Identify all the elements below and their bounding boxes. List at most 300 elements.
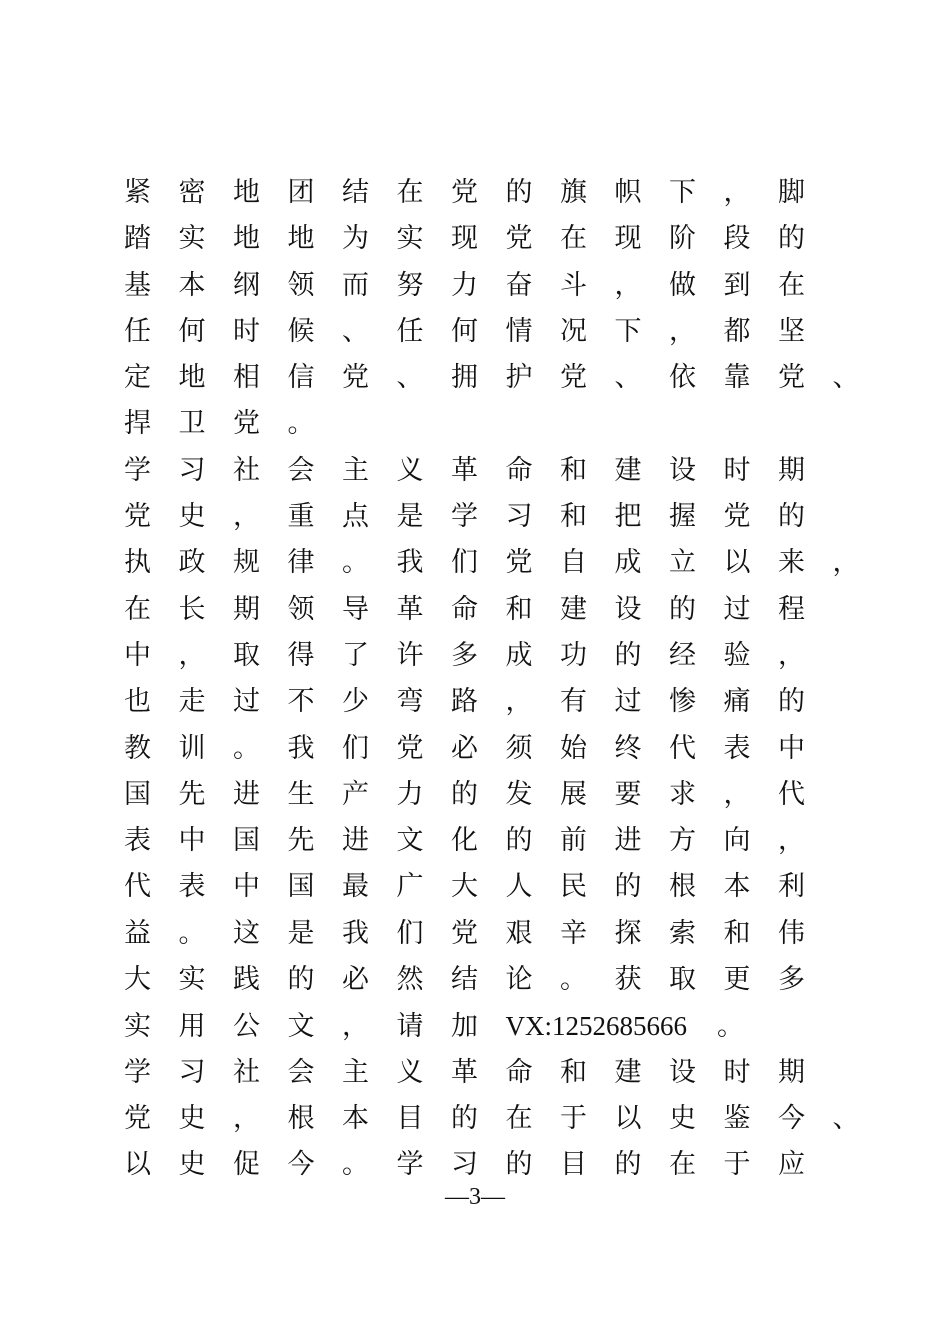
text-glyph: 表	[178, 871, 206, 903]
text-glyph: 更	[723, 964, 751, 996]
text-glyph: 过	[723, 593, 751, 625]
text-glyph: 在	[560, 223, 587, 255]
text-glyph: 代	[669, 732, 696, 764]
text-glyph: 最	[342, 871, 369, 903]
text-glyph: 本	[342, 1102, 369, 1134]
text-glyph: 始	[560, 732, 587, 764]
text-glyph: 必	[451, 732, 478, 764]
text-glyph: 律	[287, 547, 315, 579]
text-glyph: 立	[669, 547, 696, 579]
text-glyph: 。	[287, 408, 315, 440]
text-glyph: 公	[233, 1011, 260, 1043]
text-glyph: ，	[723, 177, 751, 208]
text-glyph: 、	[832, 362, 860, 394]
text-glyph: ，	[832, 547, 860, 579]
text-glyph: 求	[669, 778, 696, 810]
text-glyph: 护	[505, 362, 533, 394]
text-glyph: 了	[342, 639, 369, 671]
text-glyph: 成	[505, 639, 533, 671]
text-glyph: 于	[723, 1149, 751, 1181]
text-glyph: 要	[614, 778, 642, 810]
text-glyph: 的	[614, 871, 642, 903]
text-glyph: 的	[505, 825, 533, 857]
text-line	[124, 309, 844, 355]
text-glyph: 史	[178, 1102, 206, 1134]
text-glyph: 今	[287, 1149, 315, 1181]
text-glyph: 鉴	[723, 1102, 751, 1134]
text-glyph: 信	[287, 362, 315, 394]
text-glyph: 过	[614, 686, 642, 718]
text-glyph: 导	[342, 593, 369, 625]
text-glyph: 下	[669, 177, 696, 208]
text-glyph: 何	[451, 315, 478, 347]
text-glyph: 领	[287, 269, 315, 301]
text-glyph: 任	[124, 315, 151, 347]
text-glyph: 我	[396, 547, 424, 579]
text-glyph: 训	[178, 732, 206, 764]
text-glyph: 和	[560, 454, 587, 486]
text-glyph: 以	[614, 1102, 642, 1134]
text-glyph: 到	[723, 269, 751, 301]
text-glyph: 实	[396, 223, 424, 255]
text-glyph: 终	[614, 732, 642, 764]
text-glyph: ，	[342, 1011, 369, 1043]
text-glyph: 的	[451, 1102, 478, 1134]
text-glyph: 期	[233, 593, 260, 625]
text-glyph: 进	[614, 825, 642, 857]
text-glyph: 党	[451, 917, 478, 949]
text-glyph: 卫	[178, 408, 206, 440]
text-glyph: 的	[778, 686, 805, 718]
text-glyph: 力	[396, 778, 424, 810]
text-glyph: 和	[505, 593, 533, 625]
text-line	[124, 726, 844, 772]
text-glyph: 都	[723, 315, 751, 347]
text-glyph: 设	[669, 1056, 696, 1088]
text-glyph: 于	[560, 1102, 587, 1134]
text-glyph: 产	[342, 778, 369, 810]
text-line	[124, 633, 844, 679]
text-glyph: 痛	[723, 686, 751, 718]
body-text	[124, 170, 860, 1189]
text-glyph: 把	[614, 501, 642, 533]
text-glyph: 主	[342, 1056, 369, 1088]
text-glyph: 的	[669, 593, 696, 625]
text-glyph: 表	[124, 825, 151, 857]
text-glyph: ，	[778, 825, 805, 857]
text-glyph: 史	[178, 501, 206, 533]
text-glyph: 我	[287, 732, 315, 764]
text-glyph: 党	[124, 501, 151, 533]
text-glyph: 自	[560, 547, 587, 579]
text-glyph: 惨	[669, 686, 696, 718]
text-glyph: 的	[778, 501, 805, 533]
text-glyph: 们	[451, 547, 478, 579]
text-glyph: 。	[717, 1011, 744, 1043]
text-glyph: 许	[396, 639, 424, 671]
text-glyph: 根	[287, 1102, 315, 1134]
text-glyph: 史	[669, 1102, 696, 1134]
text-glyph: 建	[614, 1056, 642, 1088]
text-glyph: 候	[287, 315, 315, 347]
text-glyph: 和	[560, 1056, 587, 1088]
text-glyph: 须	[505, 732, 533, 764]
text-glyph: 旗	[560, 177, 587, 208]
text-glyph: 益	[124, 917, 151, 949]
text-line	[124, 587, 844, 633]
text-glyph: 革	[451, 454, 478, 486]
text-glyph: 何	[178, 315, 206, 347]
text-glyph: 文	[287, 1011, 315, 1043]
text-glyph: 社	[233, 454, 260, 486]
text-glyph: 的	[505, 177, 533, 208]
text-line	[124, 957, 844, 1003]
text-glyph: 实	[124, 1011, 151, 1043]
text-line	[124, 170, 844, 216]
text-glyph: 们	[342, 732, 369, 764]
text-glyph: 地	[178, 362, 206, 394]
text-glyph: 学	[396, 1149, 424, 1181]
text-glyph: 紧	[124, 177, 151, 208]
text-glyph: 结	[451, 964, 478, 996]
text-glyph: 习	[451, 1149, 478, 1181]
text-glyph: 走	[178, 686, 206, 718]
text-line	[124, 355, 860, 401]
text-glyph: 在	[505, 1102, 533, 1134]
text-glyph: 代	[778, 778, 805, 810]
text-glyph: 生	[287, 778, 315, 810]
text-glyph: 习	[178, 454, 206, 486]
text-glyph: 论	[505, 964, 533, 996]
text-glyph: 斗	[560, 269, 587, 301]
text-glyph: 和	[560, 501, 587, 533]
text-glyph: 们	[396, 917, 424, 949]
text-glyph: 人	[505, 871, 533, 903]
text-glyph: 而	[342, 269, 369, 301]
text-glyph: 民	[560, 871, 587, 903]
text-glyph: 地	[287, 223, 315, 255]
text-glyph: 命	[505, 454, 533, 486]
text-glyph: 展	[560, 778, 587, 810]
text-line	[124, 448, 844, 494]
text-glyph: ，	[233, 1102, 260, 1134]
text-glyph: 会	[287, 454, 315, 486]
text-line	[124, 911, 844, 957]
text-glyph: 根	[669, 871, 696, 903]
text-glyph: 的	[505, 1149, 533, 1181]
text-glyph: 密	[178, 177, 206, 208]
text-glyph: 踏	[124, 223, 151, 255]
text-glyph: 、	[342, 315, 369, 347]
text-glyph: ，	[723, 778, 751, 810]
text-glyph: 点	[342, 501, 369, 533]
text-line	[124, 540, 860, 586]
text-glyph: 为	[342, 223, 369, 255]
text-glyph: 依	[669, 362, 696, 394]
text-glyph: 代	[124, 871, 151, 903]
text-glyph: 拥	[451, 362, 478, 394]
text-glyph: 来	[778, 547, 805, 579]
text-glyph: 、	[396, 362, 424, 394]
text-line	[124, 1096, 860, 1142]
text-glyph: 党	[451, 177, 478, 208]
text-glyph: 国	[233, 825, 260, 857]
text-glyph: 脚	[778, 177, 805, 208]
text-glyph: 义	[396, 1056, 424, 1088]
text-glyph: 伟	[778, 917, 805, 949]
text-glyph: VX:1252685666	[505, 1011, 687, 1042]
text-glyph: 多	[778, 964, 805, 996]
text-line	[124, 401, 844, 447]
text-glyph: 段	[723, 223, 751, 255]
text-glyph: 地	[233, 223, 260, 255]
text-glyph: 在	[669, 1149, 696, 1181]
text-glyph: 握	[669, 501, 696, 533]
text-glyph: 然	[396, 964, 424, 996]
text-glyph: 义	[396, 454, 424, 486]
text-glyph: 今	[778, 1102, 805, 1134]
text-glyph: 学	[124, 454, 151, 486]
text-glyph: 弯	[396, 686, 424, 718]
text-glyph: 定	[124, 362, 151, 394]
text-glyph: 党	[505, 223, 533, 255]
text-glyph: 本	[723, 871, 751, 903]
text-glyph: 中	[178, 825, 206, 857]
text-glyph: 革	[396, 593, 424, 625]
text-glyph: 中	[124, 639, 151, 671]
text-line	[124, 1142, 844, 1188]
text-glyph: 在	[396, 177, 424, 208]
text-glyph: 进	[342, 825, 369, 857]
text-glyph: 必	[342, 964, 369, 996]
text-glyph: ，	[778, 639, 805, 671]
text-glyph: 学	[124, 1056, 151, 1088]
text-glyph: 向	[723, 825, 751, 857]
text-glyph: 文	[396, 825, 424, 857]
text-glyph: 不	[287, 686, 315, 718]
text-glyph: 命	[451, 593, 478, 625]
text-glyph: 利	[778, 871, 805, 903]
text-glyph: 。	[178, 917, 206, 949]
text-glyph: 教	[124, 732, 151, 764]
text-glyph: 促	[233, 1149, 260, 1181]
text-glyph: 、	[614, 362, 642, 394]
text-glyph: 结	[342, 177, 369, 208]
text-glyph: 、	[832, 1102, 860, 1134]
text-glyph: 化	[451, 825, 478, 857]
text-glyph: 设	[669, 454, 696, 486]
text-glyph: 学	[451, 501, 478, 533]
text-glyph: 党	[778, 362, 805, 394]
text-glyph: 党	[124, 1102, 151, 1134]
text-glyph: 党	[505, 547, 533, 579]
text-glyph: 大	[124, 964, 151, 996]
text-glyph: 实	[178, 223, 206, 255]
text-glyph: 是	[396, 501, 424, 533]
text-glyph: 以	[124, 1149, 151, 1181]
text-glyph: ，	[614, 269, 642, 301]
text-glyph: 地	[233, 177, 260, 208]
text-line	[124, 679, 844, 725]
text-glyph: 执	[124, 547, 151, 579]
text-glyph: 的	[778, 223, 805, 255]
text-glyph: 取	[233, 639, 260, 671]
text-glyph: 艰	[505, 917, 533, 949]
text-glyph: 这	[233, 917, 260, 949]
text-glyph: 的	[614, 639, 642, 671]
text-glyph: 进	[233, 778, 260, 810]
text-glyph: 建	[614, 454, 642, 486]
text-glyph: 时	[233, 315, 260, 347]
text-glyph: 时	[723, 1056, 751, 1088]
text-glyph: 党	[560, 362, 587, 394]
text-glyph: 政	[178, 547, 206, 579]
text-glyph: 帜	[614, 177, 642, 208]
text-line	[124, 772, 844, 818]
text-glyph: 少	[342, 686, 369, 718]
text-glyph: 目	[396, 1102, 424, 1134]
text-glyph: 取	[669, 964, 696, 996]
text-glyph: 国	[124, 778, 151, 810]
text-glyph: 坚	[778, 315, 805, 347]
text-glyph: 情	[505, 315, 533, 347]
text-glyph: 成	[614, 547, 642, 579]
text-glyph: 获	[614, 964, 642, 996]
text-glyph: 请	[396, 1011, 424, 1043]
text-glyph: 设	[614, 593, 642, 625]
text-glyph: 索	[669, 917, 696, 949]
text-glyph: 过	[233, 686, 260, 718]
text-glyph: 发	[505, 778, 533, 810]
text-glyph: 基	[124, 269, 151, 301]
text-glyph: 的	[287, 964, 315, 996]
text-glyph: 史	[178, 1149, 206, 1181]
text-glyph: 党	[396, 732, 424, 764]
text-glyph: 的	[614, 1149, 642, 1181]
text-line	[124, 263, 844, 309]
text-glyph: 现	[451, 223, 478, 255]
text-glyph: 现	[614, 223, 642, 255]
text-glyph: 党	[233, 408, 260, 440]
text-glyph: 践	[233, 964, 260, 996]
text-glyph: 目	[560, 1149, 587, 1181]
text-glyph: 主	[342, 454, 369, 486]
text-line	[124, 494, 844, 540]
text-glyph: 在	[124, 593, 151, 625]
text-glyph: 长	[178, 593, 206, 625]
text-glyph: 规	[233, 547, 260, 579]
text-glyph: 表	[723, 732, 751, 764]
text-glyph: 验	[723, 639, 751, 671]
text-line	[124, 818, 844, 864]
text-glyph: 程	[778, 593, 805, 625]
text-glyph: 会	[287, 1056, 315, 1088]
text-glyph: 也	[124, 686, 151, 718]
text-glyph: 国	[287, 871, 315, 903]
text-glyph: 况	[560, 315, 587, 347]
text-glyph: 前	[560, 825, 587, 857]
text-glyph: 革	[451, 1056, 478, 1088]
page-number: —3—	[445, 1184, 505, 1210]
text-line	[124, 864, 844, 910]
text-glyph: 相	[233, 362, 260, 394]
text-glyph: 做	[669, 269, 696, 301]
text-glyph: 时	[723, 454, 751, 486]
text-glyph: 中	[233, 871, 260, 903]
text-glyph: 先	[178, 778, 206, 810]
text-glyph: 方	[669, 825, 696, 857]
text-line	[124, 216, 844, 262]
text-glyph: 期	[778, 454, 805, 486]
text-glyph: 和	[723, 917, 751, 949]
text-glyph: 。	[342, 1149, 369, 1181]
text-glyph: 命	[505, 1056, 533, 1088]
text-glyph: 任	[396, 315, 424, 347]
text-glyph: 多	[451, 639, 478, 671]
text-glyph: 习	[178, 1056, 206, 1088]
text-glyph: 期	[778, 1056, 805, 1088]
text-glyph: 纲	[233, 269, 260, 301]
text-glyph: 靠	[723, 362, 751, 394]
text-glyph: 阶	[669, 223, 696, 255]
text-glyph: 先	[287, 825, 315, 857]
text-line	[124, 1003, 844, 1049]
text-glyph: 经	[669, 639, 696, 671]
text-glyph: 加	[451, 1011, 478, 1043]
text-glyph: 本	[178, 269, 206, 301]
text-glyph: 实	[178, 964, 206, 996]
text-glyph: 功	[560, 639, 587, 671]
text-glyph: 应	[778, 1149, 805, 1181]
text-glyph: 建	[560, 593, 587, 625]
text-glyph: 力	[451, 269, 478, 301]
text-glyph: 得	[287, 639, 315, 671]
text-glyph: 习	[505, 501, 533, 533]
text-glyph: 的	[451, 778, 478, 810]
text-glyph: 中	[778, 732, 805, 764]
text-glyph: 路	[451, 686, 478, 718]
text-glyph: 以	[723, 547, 751, 579]
text-glyph: 努	[396, 269, 424, 301]
text-glyph: 奋	[505, 269, 533, 301]
text-glyph: 辛	[560, 917, 587, 949]
text-glyph: 。	[233, 732, 260, 764]
text-glyph: 广	[396, 871, 424, 903]
text-glyph: 有	[560, 686, 587, 718]
text-glyph: 下	[614, 315, 642, 347]
text-line	[124, 1050, 844, 1096]
text-glyph: ，	[233, 501, 260, 533]
text-glyph: 大	[451, 871, 478, 903]
text-glyph: 探	[614, 917, 642, 949]
text-glyph: 领	[287, 593, 315, 625]
text-glyph: 党	[342, 362, 369, 394]
text-glyph: 。	[342, 547, 369, 579]
text-glyph: 我	[342, 917, 369, 949]
text-glyph: 团	[287, 177, 315, 208]
text-glyph: 是	[287, 917, 315, 949]
text-glyph: ，	[505, 686, 533, 718]
text-glyph: 社	[233, 1056, 260, 1088]
text-glyph: 在	[778, 269, 805, 301]
text-glyph: 捍	[124, 408, 151, 440]
text-glyph: 。	[560, 964, 587, 996]
text-glyph: 用	[178, 1011, 206, 1043]
text-glyph: ，	[178, 639, 206, 671]
text-glyph: ，	[669, 315, 696, 347]
text-glyph: 重	[287, 501, 315, 533]
text-glyph: 党	[723, 501, 751, 533]
